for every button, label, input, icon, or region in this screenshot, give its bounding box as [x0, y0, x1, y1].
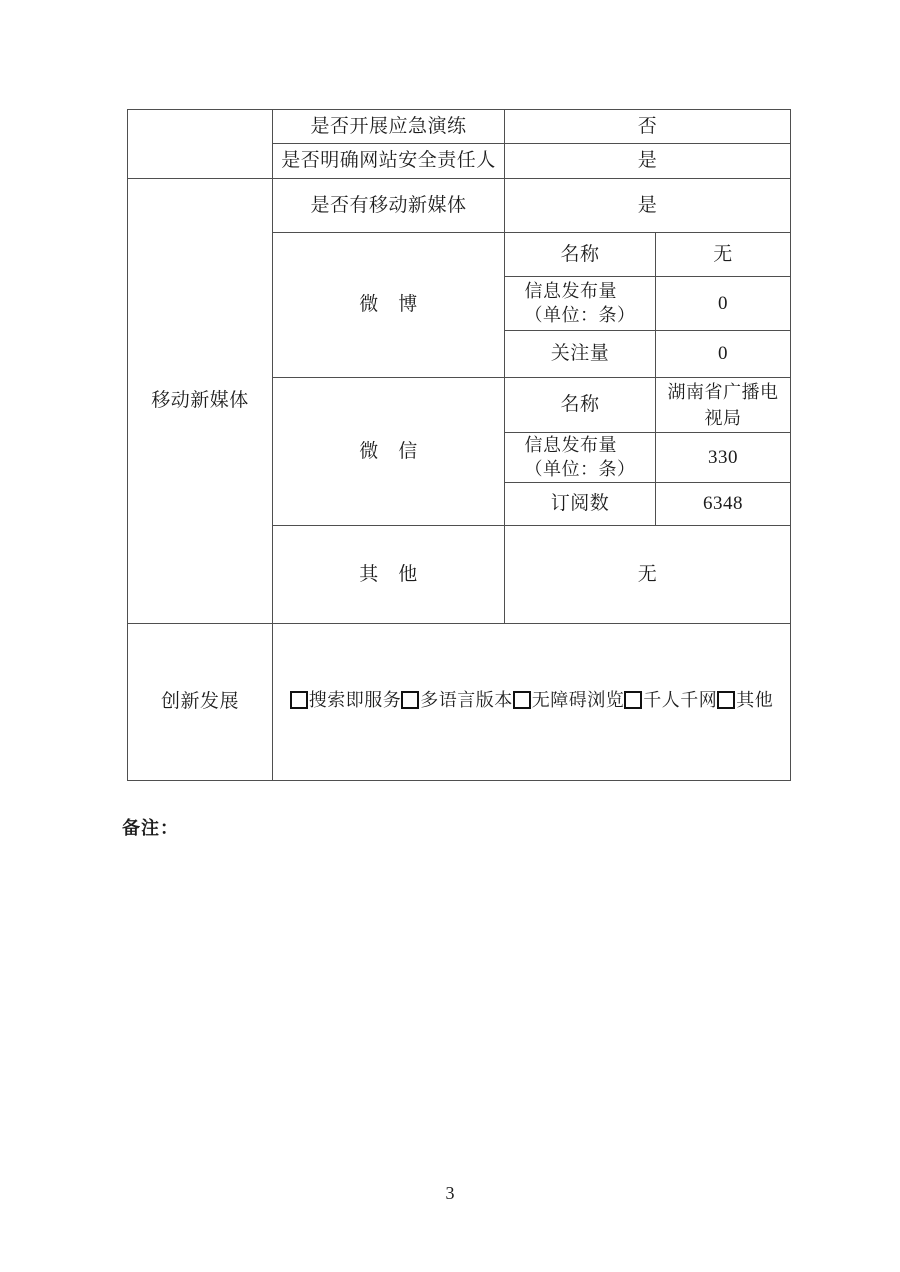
- checkbox-icon: [290, 691, 308, 709]
- table-row: [128, 624, 791, 781]
- label-weibo-followers: 关注量: [505, 331, 656, 378]
- checkbox-icon: [624, 691, 642, 709]
- value-other-media: 无: [505, 526, 791, 624]
- value-wechat-subscriptions: 6348: [656, 483, 791, 526]
- label-has-mobile-media: 是否有移动新媒体: [273, 179, 505, 233]
- label-weibo-name: 名称: [505, 233, 656, 277]
- label-wechat-name: 名称: [505, 378, 656, 433]
- label-weibo-volume: [505, 277, 656, 331]
- value-weibo-name: 无: [656, 233, 791, 277]
- innovation-option: [717, 689, 773, 712]
- innovation-option: [290, 689, 402, 712]
- innovation-option: [624, 689, 717, 712]
- innovation-option: [401, 689, 513, 712]
- label-line-2: （单位：条）: [524, 459, 636, 480]
- innovation-option-label: 搜索即服务: [308, 690, 402, 711]
- label-other-media: 其 他: [273, 526, 505, 624]
- value-weibo-followers: 0: [656, 331, 791, 378]
- value-wechat-name: [656, 378, 791, 433]
- innovation-option-label: 其他: [736, 690, 774, 711]
- table-row: [128, 110, 791, 144]
- innovation-option-label: 多语言版本: [420, 690, 513, 711]
- value-emergency-drill: 否: [505, 110, 791, 144]
- label-line-1: 信息发布量: [524, 281, 617, 302]
- value-wechat-volume: 330: [656, 433, 791, 483]
- innovation-option-label: 千人千网: [643, 690, 718, 711]
- label-line-1: 信息发布量: [524, 435, 617, 456]
- value-security-officer: 是: [505, 144, 791, 179]
- section-cell-blank: [128, 110, 273, 179]
- two-line-label: [525, 433, 636, 481]
- two-line-label: [525, 279, 636, 327]
- value-weibo-volume: 0: [656, 277, 791, 331]
- label-wechat-volume: [505, 433, 656, 483]
- label-wechat-subscriptions: 订阅数: [505, 483, 656, 526]
- label-wechat: 微 信: [273, 378, 505, 526]
- label-weibo: 微 博: [273, 233, 505, 378]
- checkbox-icon: [717, 691, 735, 709]
- label-line-2: （单位：条）: [524, 305, 636, 326]
- label-emergency-drill: 是否开展应急演练: [273, 110, 505, 144]
- innovation-option-label: 无障碍浏览: [531, 690, 625, 711]
- checkbox-icon: [401, 691, 419, 709]
- wechat-name-text: 湖南省广播电视局: [667, 382, 779, 428]
- label-security-officer: 是否明确网站安全责任人: [273, 144, 505, 179]
- section-cell-innovation: 创新发展: [128, 624, 273, 781]
- innovation-options: [273, 689, 790, 715]
- innovation-option: [513, 689, 625, 712]
- report-table: [127, 109, 791, 781]
- page-number: 3: [445, 1183, 455, 1203]
- table-row: [128, 179, 791, 233]
- section-cell-mobile-media: 移动新媒体: [128, 179, 273, 624]
- remarks-label: 备注：: [122, 818, 179, 838]
- value-has-mobile-media: 是: [505, 179, 791, 233]
- innovation-cell: [273, 624, 791, 781]
- checkbox-icon: [513, 691, 531, 709]
